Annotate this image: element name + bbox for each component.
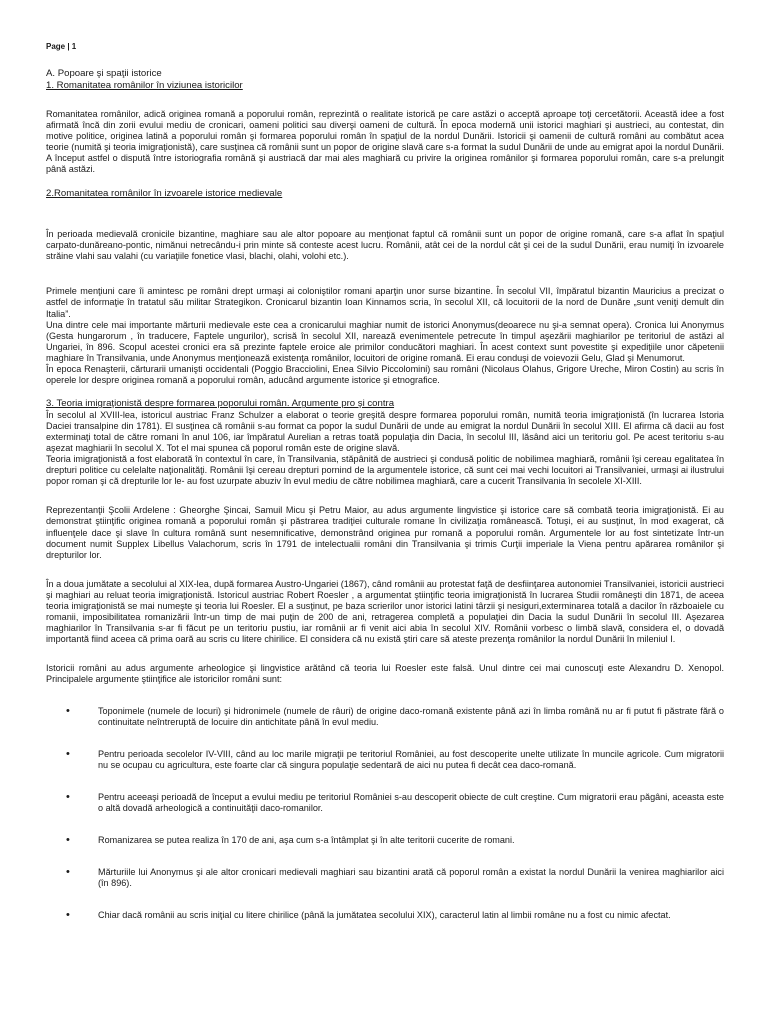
list-item: • Pentru perioada secolelor IV-VIII, când au loc marile migraţii pe teritoriul României, au fost descoperite unelte utilizate în muncile agricole. Cum migratorii nu se ocupau cu agricultura, este foarte clar că singura populaţie sedentară de aici nu putea fi decât cea daco-romană. xyxy=(66,747,724,770)
bullet-icon: • xyxy=(66,866,70,879)
section-3-paragraph-3: Reprezentanţii Şcolii Ardelene : Gheorghe Şincai, Samuil Micu şi Petru Maior, au adus argumente lingvistice şi istorice care să combată teoria imigraţionistă. Ei au demonstrat ştiinţific originea romană a poporului român şi păstrarea tradiţiei culturale romane în civilizaţia românească. Totuşi, ei au susţinut, în mod exagerat, că influenţele dace şi slave în cultura română sunt nesemnificative, demonstrând originea pur romană a poporului român. Argumentele lor au fost sintetizate într-un document numit Supplex Libellus Valachorum, scris în 1791 de intelectualii români din Transilvania şi trimis Curţii imperiale la Viena pentru apărarea românilor şi drepturilor lor. xyxy=(46,505,724,560)
arguments-list xyxy=(46,706,724,922)
section-3-paragraph-5: Istoricii români au adus argumente arheologice şi lingvistice arătând că teoria lui Roesler este falsă. Unul dintre cei mai cunoscuţi este Alexandru D. Xenopol. Principalele argumente ştiinţifice ale istoricilor români sunt: xyxy=(46,663,724,685)
bullet-icon: • xyxy=(66,704,70,717)
section-2-paragraph-3: Una dintre cele mai importante mărturii medievale este cea a cronicarului maghiar numit de istorici Anonymus(deoarece nu şi-a semnat opera). Cronica lui Anonymus (Gesta hungarorum , în traducere, Faptele ungurilor), scrisă în secolul XII, narează evenimentele petrecute în timpul aşezării maghiarilor pe teritoriul de astăzi al Ungariei, în 896. Scopul acestei cronici era să prezinte faptele eroice ale primilor conducători maghiari. În acest context sunt povestite şi expediţiile unor căpetenii maghiare în Transilvania, unde Anonymus menţionează existenţa românilor, locuitori de origine romană. Ei erau conduşi de voievozii Gelu, Glad şi Menumorut. xyxy=(46,319,724,363)
list-item: • Chiar dacă românii au scris iniţial cu litere chirilice (până la jumătatea secolului XIX), caracterul latin al limbii române nu a fost cu nimic afectat. xyxy=(66,909,671,922)
section-a-title: A. Popoare şi spaţii istorice xyxy=(46,68,162,79)
section-1-title: 1. Romanitatea românilor în viziunea istoricilor xyxy=(46,79,243,91)
page-header: Page | 1 xyxy=(46,42,77,51)
section-3-paragraph-1: În secolul al XVIII-lea, istoricul austriac Franz Schulzer a elaborat o teorie greşită despre formarea poporului român, numită teoria imigraţionistă (în lucrarea Istoria Daciei transalpine din 1781). El susţinea că românii s-au format ca popor la sudul Dunării de unde au emigrat la nordul Dunării în secolul XIII. El afirma că dacii au fost exterminaţi total de către romani în anul 106, iar împăratul Aurelian a retras toată populaţia din Dacia, în secolul III, lăsând aici un teritoriu gol. Pe acest teritoriu s-au aşezat maghiarii în secolul X. Tot el mai spunea că poporul român este de origine slavă. xyxy=(46,409,724,453)
section-2-paragraph-1: În perioada medievală cronicile bizantine, maghiare sau ale altor popoare au menţionat faptul că românii sunt un popor de origine romană, care s-a aflat în spaţiul carpato-dunăreano-pontic, nimănui netrecându-i prin minte să conteste acest lucru. Românii, atât cei de la nordul cât şi cei de la sudul Dunării, erau numiţi în izvoarele străine vlahi sau valahi (cu variaţiile fonetice vlasi, blachi, olahi, volohi etc.). xyxy=(46,229,724,262)
list-item: • Toponimele (numele de locuri) şi hidronimele (numele de râuri) de origine daco-romană existente până azi în limba română nu ar fi putut fi păstrate fără o continuitate neîntreruptă de locuire din antichitate până în evul mediu. xyxy=(66,704,724,727)
section-2-paragraph-4: În epoca Renaşterii, cărturarii umanişti occidentali (Poggio Bracciolini, Enea Silvio Piccolomini) sau români (Nicolaus Olahus, Grigore Ureche, Miron Costin) au scris în operele lor despre originea romană a poporului român, aducând argumente istorice şi etnografice. xyxy=(46,364,724,386)
document-body xyxy=(46,68,724,943)
bullet-icon: • xyxy=(66,834,70,847)
bullet-icon: • xyxy=(66,747,70,760)
section-2-paragraph-2: Primele menţiuni care îi amintesc pe români drept urmaşi ai coloniştilor romani aparţin unor surse bizantine. În secolul VII, împăratul bizantin Mauricius a precizat o astfel de informaţie în tratatul său militar Strategikon. Cronicarul bizantin Ioan Kinnamos scria, în secolul XII, că locuitorii de la nord de Dunăre „sunt veniţi demult din Italia”. xyxy=(46,286,724,319)
section-1-paragraph: Romanitatea românilor, adică originea romană a poporului român, reprezintă o realitate istorică pe care astăzi o acceptă aproape toţi cercetătorii. Această idee a fost afirmată încă din zorii evului mediu de cronicari, oameni politici sau diverşi oameni de cultură. În epoca modernă unii istorici maghiari şi austrieci, au contestat, din motive politice, originea latină a poporului român şi formarea poporului român în spaţiul de la nordul Dunării. Istoricii şi oamenii de cultură români au combătut acea teorie (numită şi teoria imigraţionistă), care susţinea că românii sunt un popor de origine slavă care s-a format la sudul Dunării de unde au emigrat apoi la nordul Dunării. A început astfel o dispută între istoriografia română şi austriacă dar mai ales maghiară cu privire la originea românilor şi formarea poporului român, care s-a prelungit până astăzi. xyxy=(46,109,724,175)
section-2-title: 2.Romanitatea românilor în izvoarele istorice medievale xyxy=(46,187,283,199)
list-item: • Pentru aceeaşi perioadă de început a evului mediu pe teritoriul României s-au descoperit obiecte de cult creştine. Cum migratorii erau păgâni, aceasta este o altă dovadă arheologică a continuităţii daco-romanilor. xyxy=(66,790,724,814)
section-3-title: 3. Teoria imigraţionistă despre formarea poporului român. Argumente pro şi contra xyxy=(46,398,395,410)
section-3-paragraph-2: Teoria imigraţionistă a fost elaborată în contextul în care, în Transilvania, stăpânită de austrieci şi condusă politic de nobilimea maghiară, românii îşi cereau egalitatea în drepturi politice cu celelalte naţionalităţi. Românii îşi cereau drepturi pornind de la argumentele istorice, că sunt cei mai vechi locuitori ai Transilvaniei, urmaşi ai ilustrului popor roman şi că drepturile lor le- au fost uzurpate abuziv în evul mediu de către nobilimea maghiară, care a cucerit Transilvania în secolele XI-XIII. xyxy=(46,454,724,487)
list-item: • Romanizarea se putea realiza în 170 de ani, aşa cum s-a întâmplat şi în alte teritorii cucerite de romani. xyxy=(66,834,515,847)
bullet-icon: • xyxy=(66,909,70,922)
list-item: • Mărturiile lui Anonymus şi ale altor cronicari medievali maghiari sau bizantini arată că poporul român a existat la nordul Dunării la venirea maghiarilor aici (în 896). xyxy=(66,866,724,889)
bullet-icon: • xyxy=(66,790,70,803)
section-3-paragraph-4: În a doua jumătate a secolului al XIX-lea, după formarea Austro-Ungariei (1867), când românii au protestat faţă de desfiinţarea autonomiei Transilvaniei, istoricii austrieci şi maghiari au reluat teoria imigraţionistă. Istoricul austriac Robert Roesler , a argumentat ştiinţific teoria imigraţionistă în lucrarea Studii româneşti din 1871, de aceea teoria imigraţionistă se mai numeşte şi teoria lui Roesler. El a susţinut, pe baza scrierilor unor istorici latini târzii şi nesiguri,exterminarea totală a dacilor în războaiele cu romanii, imposibilitatea romanizării într-un timp de mai puţin de 200 de ani, retragerea completă a populaţiei din Dacia la sudul Dunării în secolul III. Aşezarea maghiarilor în Transilvania s-ar fi făcut pe un teritoriu pustiu, iar românii ar fi venit aici abia în secolul XIV. Românii vorbesc o limbă slavă, considera el, o dovadă importantă fiind aceea că prima oară au scris cu litere chirilice. El considera că nu există ştiri care să ateste prezenţa românilor la nordul Dunării în mileniul I. xyxy=(46,578,724,645)
